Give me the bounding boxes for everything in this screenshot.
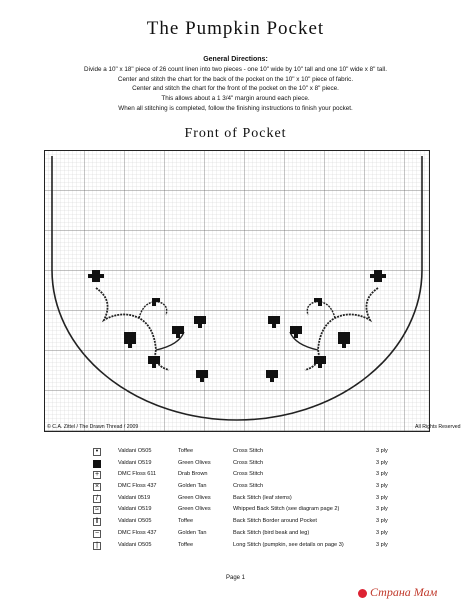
filled-square-symbol-icon <box>93 460 101 468</box>
dot-symbol-icon: • <box>93 448 101 456</box>
page-number: Page 1 <box>225 575 246 581</box>
legend-row: Valdani O519 Green Olives Cross Stitch 3 ply <box>97 458 417 470</box>
legend-row: + DMC Floss 611 Drab Brown Cross Stitch 3 ply <box>94 471 388 479</box>
x-symbol-icon: × <box>94 483 100 491</box>
directions-heading: General Directions: <box>203 56 268 63</box>
legend-row: | Valdani O505 Toffee Long Stitch (pumpkin, see details on page 3) 3 ply <box>97 540 417 552</box>
whipped-line-symbol-icon: ≈ <box>93 506 101 514</box>
legend-row: − DMC Floss 437 Golden Tan Back Stitch (bird beak and leg) 3 ply <box>94 529 388 537</box>
diagonal-line-symbol-icon: / <box>93 495 101 503</box>
direction-line: This allows about a 1 3/4" margin around each piece. <box>161 95 310 103</box>
border-line-symbol-icon: ‖ <box>93 518 101 526</box>
cross-stitch-chart <box>44 150 430 432</box>
thread-legend <box>94 446 417 551</box>
legend-row: ‖ Valdani O505 Toffee Back Stitch Border around Pocket 3 ply <box>97 516 417 528</box>
legend-row: × DMC Floss 437 Golden Tan Cross Stitch 3 ply <box>94 483 388 491</box>
watermark: Страна Мам <box>358 585 437 600</box>
legend-row: ≈ Valdani O519 Green Olives Whipped Back Stitch (see diagram page 2) 3 ply <box>97 504 417 516</box>
copyright-text: © C.A. Zittel / The Drawn Thread / 2009 <box>47 424 139 430</box>
legend-row: • Valdani O505 Toffee Cross Stitch 3 ply <box>97 446 417 458</box>
short-line-symbol-icon: − <box>94 529 100 537</box>
plus-symbol-icon: + <box>94 471 100 479</box>
watermark-logo-icon <box>358 589 367 598</box>
direction-line: Divide a 10" x 18" piece of 26 count linen into two pieces - one 10" wide by 10" tall and one 10" wide x 8" tall. <box>84 66 387 73</box>
direction-line: Center and stitch the chart for the back of the pocket on the 10" x 10" piece of fabric. <box>117 75 354 83</box>
rights-text: All Rights Reserved <box>415 424 461 430</box>
page-title: The Pumpkin Pocket <box>146 18 325 39</box>
directions-text <box>40 65 431 114</box>
long-line-symbol-icon: | <box>93 542 101 550</box>
direction-line: Center and stitch the chart for the front of the pocket on the 10" x 8" piece. <box>132 85 339 93</box>
direction-line: When all stitching is completed, follow the finishing instructions to finish your pocket. <box>118 104 353 112</box>
legend-row: / Valdani 0519 Green Olives Back Stitch (leaf stems) 3 ply <box>97 493 417 505</box>
chart-subtitle: Front of Pocket <box>184 126 287 141</box>
